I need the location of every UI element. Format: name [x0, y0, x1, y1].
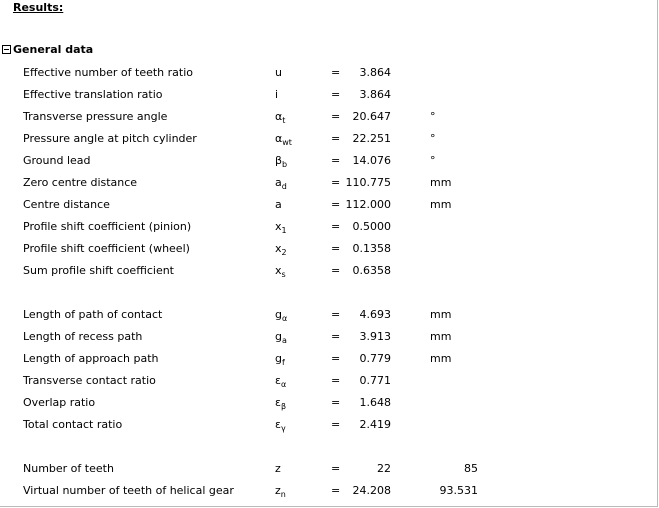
row-value: 110.775: [345, 176, 391, 189]
symbol-main: ε: [275, 396, 281, 409]
row-unit: mm: [430, 330, 452, 343]
row-unit: mm: [430, 176, 452, 189]
row-equals: =: [331, 198, 341, 211]
row-equals: =: [331, 396, 341, 409]
row-symbol: [275, 154, 287, 168]
table-row: [0, 308, 657, 330]
table-row: [0, 352, 657, 374]
table-row: [0, 132, 657, 154]
row-value: 3.864: [359, 88, 391, 101]
row-label: Pressure angle at pitch cylinder: [23, 132, 197, 145]
row-unit: °: [430, 154, 436, 167]
row-equals: =: [331, 374, 341, 387]
symbol-main: z: [275, 462, 281, 475]
symbol-main: z: [275, 484, 281, 497]
table-row: [0, 242, 657, 264]
symbol-main: ε: [275, 418, 281, 431]
row-value: 3.913: [359, 330, 391, 343]
table-row: [0, 220, 657, 242]
table-row: [0, 264, 657, 286]
symbol-main: x: [275, 264, 282, 277]
row-symbol: [275, 308, 287, 322]
symbol-subscript: s: [281, 270, 286, 279]
row-value: 20.647: [352, 110, 391, 123]
row-symbol: [275, 132, 292, 146]
symbol-subscript: α: [281, 314, 288, 323]
row-symbol: [275, 462, 281, 476]
row-unit: °: [430, 132, 436, 145]
row-symbol: [275, 198, 282, 212]
row-label: Centre distance: [23, 198, 110, 211]
row-equals: =: [331, 220, 341, 233]
row-equals: =: [331, 264, 341, 277]
row-equals: =: [331, 132, 341, 145]
symbol-subscript: 2: [281, 248, 287, 257]
results-heading: Results:: [13, 1, 64, 14]
symbol-subscript: f: [281, 358, 285, 367]
symbol-main: α: [275, 110, 283, 123]
row-value: 2.419: [359, 418, 391, 431]
row-value: 14.076: [352, 154, 391, 167]
row-equals: =: [331, 176, 341, 189]
table-row: [0, 66, 657, 88]
row-value: 1.648: [359, 396, 391, 409]
symbol-main: i: [275, 88, 279, 101]
row-unit: mm: [430, 198, 452, 211]
row-equals: =: [331, 462, 341, 475]
symbol-subscript: 1: [281, 226, 287, 235]
symbol-main: α: [275, 132, 283, 145]
row-label: Effective number of teeth ratio: [23, 66, 194, 79]
symbol-subscript: t: [282, 116, 286, 125]
row-value-wheel: 93.531: [439, 484, 478, 497]
table-row: [0, 374, 657, 396]
symbol-main: ε: [275, 374, 281, 387]
row-value: 22.251: [352, 132, 391, 145]
symbol-subscript: γ: [280, 424, 286, 433]
row-symbol: [275, 264, 286, 278]
row-value: 0.6358: [352, 264, 391, 277]
table-row: [0, 462, 657, 484]
row-value: 0.1358: [352, 242, 391, 255]
row-equals: =: [331, 242, 341, 255]
row-label: Transverse contact ratio: [23, 374, 156, 387]
row-symbol: [275, 396, 286, 410]
symbol-subscript: d: [281, 182, 287, 191]
row-symbol: [275, 374, 286, 388]
row-label: Number of teeth: [23, 462, 114, 475]
table-row: [0, 176, 657, 198]
table-row: [0, 418, 657, 440]
table-row: [0, 484, 657, 506]
symbol-main: x: [275, 220, 282, 233]
row-symbol: [275, 242, 287, 256]
section-title: General data: [13, 43, 94, 56]
row-equals: =: [331, 352, 341, 365]
symbol-subscript: b: [282, 160, 288, 169]
row-value: 0.5000: [352, 220, 391, 233]
table-row: [0, 110, 657, 132]
symbol-main: g: [275, 308, 282, 321]
row-symbol: [275, 66, 282, 80]
row-equals: =: [331, 418, 341, 431]
symbol-subscript: a: [281, 336, 287, 345]
row-unit: °: [430, 110, 436, 123]
row-symbol: [275, 330, 287, 344]
table-row: [0, 198, 657, 220]
row-unit: mm: [430, 308, 452, 321]
row-label: Profile shift coefficient (wheel): [23, 242, 190, 255]
row-label: Length of recess path: [23, 330, 143, 343]
row-symbol: [275, 110, 285, 124]
row-symbol: [275, 220, 287, 234]
row-label: Transverse pressure angle: [23, 110, 168, 123]
row-symbol: [275, 176, 287, 190]
symbol-subscript: β: [280, 402, 287, 411]
row-symbol: [275, 352, 285, 366]
row-label: Effective translation ratio: [23, 88, 163, 101]
symbol-main: g: [275, 352, 282, 365]
row-value: 4.693: [359, 308, 391, 321]
row-value: 3.864: [359, 66, 391, 79]
symbol-subscript: α: [280, 380, 287, 389]
symbol-main: a: [275, 198, 282, 211]
symbol-main: x: [275, 242, 282, 255]
row-label: Length of approach path: [23, 352, 159, 365]
collapse-toggle-icon[interactable]: [2, 45, 11, 54]
row-equals: =: [331, 66, 341, 79]
row-symbol: [275, 418, 286, 432]
row-equals: =: [331, 330, 341, 343]
row-equals: =: [331, 308, 341, 321]
row-value: 24.208: [352, 484, 391, 497]
row-value: 0.771: [359, 374, 391, 387]
row-value: 112.000: [345, 198, 391, 211]
row-equals: =: [331, 110, 341, 123]
symbol-main: u: [275, 66, 282, 79]
table-row: [0, 154, 657, 176]
row-label: Overlap ratio: [23, 396, 96, 409]
row-label: Length of path of contact: [23, 308, 163, 321]
row-value-wheel: 85: [464, 462, 478, 475]
table-row: [0, 330, 657, 352]
symbol-subscript: n: [280, 490, 286, 499]
row-label: Zero centre distance: [23, 176, 138, 189]
row-label: Profile shift coefficient (pinion): [23, 220, 192, 233]
row-label: Virtual number of teeth of helical gear: [23, 484, 234, 497]
row-label: Sum profile shift coefficient: [23, 264, 174, 277]
row-equals: =: [331, 154, 341, 167]
row-equals: =: [331, 484, 341, 497]
table-row: [0, 396, 657, 418]
row-equals: =: [331, 88, 341, 101]
symbol-main: β: [275, 154, 283, 167]
symbol-main: g: [275, 330, 282, 343]
row-label: Total contact ratio: [23, 418, 123, 431]
row-unit: mm: [430, 352, 452, 365]
row-value: 22: [377, 462, 391, 475]
symbol-subscript: wt: [282, 138, 292, 147]
table-row: [0, 88, 657, 110]
row-symbol: [275, 88, 278, 102]
symbol-main: a: [275, 176, 282, 189]
row-value: 0.779: [359, 352, 391, 365]
row-label: Ground lead: [23, 154, 91, 167]
row-symbol: [275, 484, 286, 498]
